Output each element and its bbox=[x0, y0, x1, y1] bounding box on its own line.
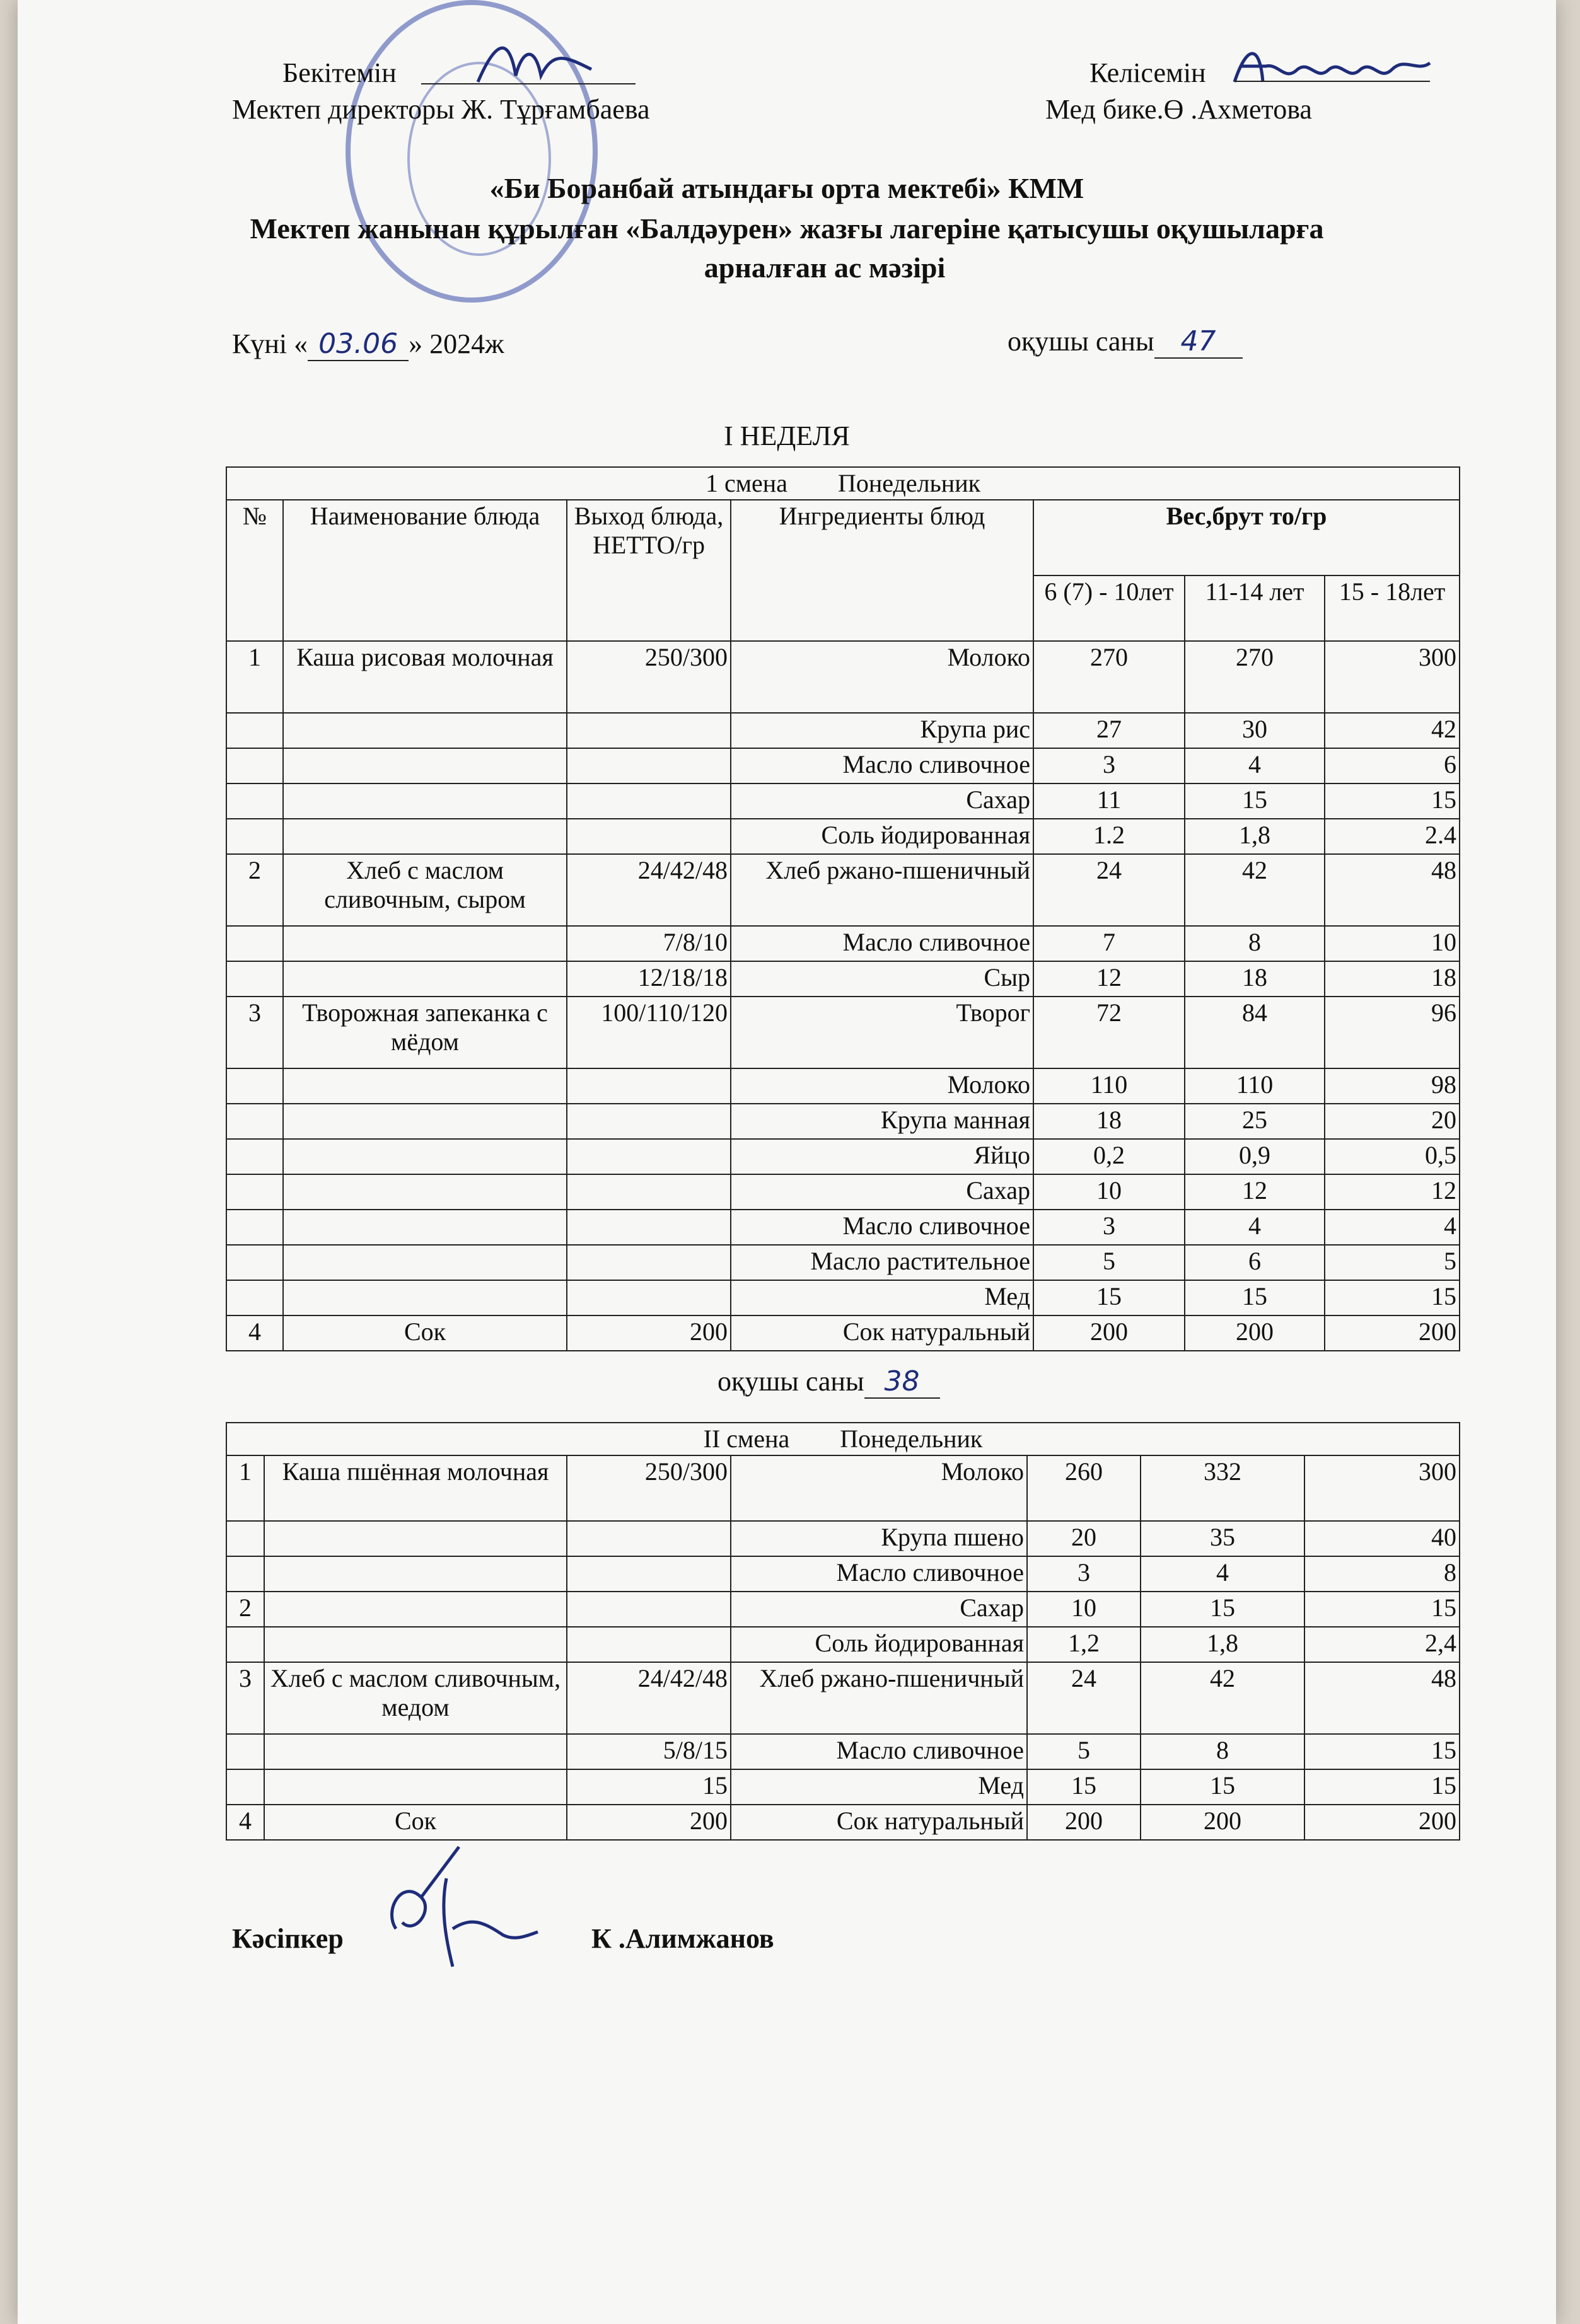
ingredient: Сахар bbox=[731, 1174, 1033, 1210]
weight-age-6-10: 24 bbox=[1027, 1662, 1141, 1734]
weight-age-15-18: 8 bbox=[1304, 1556, 1460, 1592]
weight-age-11-14: 6 bbox=[1185, 1245, 1325, 1280]
weight-age-11-14: 15 bbox=[1141, 1769, 1304, 1805]
weight-age-11-14: 110 bbox=[1185, 1068, 1325, 1104]
weight-age-6-10: 1.2 bbox=[1033, 819, 1185, 854]
weight-age-15-18: 15 bbox=[1304, 1734, 1460, 1769]
date-suffix: » 2024ж bbox=[409, 328, 504, 359]
shift1-menu-table bbox=[226, 466, 1460, 1351]
weight-age-15-18: 12 bbox=[1325, 1174, 1460, 1210]
table-row bbox=[226, 748, 1460, 783]
row-num bbox=[226, 1280, 283, 1315]
ingredient: Яйцо bbox=[731, 1139, 1033, 1174]
weight-age-11-14: 8 bbox=[1141, 1734, 1304, 1769]
dish-yield: 15 bbox=[567, 1769, 731, 1805]
table-row bbox=[226, 854, 1460, 926]
weight-age-11-14: 4 bbox=[1185, 748, 1325, 783]
agree-role: Мед бике.Ө .Ахметова bbox=[1045, 94, 1312, 125]
dish-name bbox=[283, 1210, 567, 1245]
table-row bbox=[226, 1210, 1460, 1245]
ingredient: Сок натуральный bbox=[731, 1315, 1033, 1351]
weight-age-15-18: 300 bbox=[1325, 641, 1460, 713]
weight-age-6-10: 10 bbox=[1033, 1174, 1185, 1210]
dish-yield bbox=[567, 1210, 731, 1245]
shift1-caption bbox=[226, 467, 1460, 500]
weight-age-6-10: 20 bbox=[1027, 1521, 1141, 1556]
ingredient: Крупа рис bbox=[731, 713, 1033, 748]
table-row bbox=[226, 783, 1460, 819]
dish-yield bbox=[567, 713, 731, 748]
dish-yield: 200 bbox=[567, 1805, 731, 1840]
dish-name bbox=[264, 1592, 567, 1627]
weight-age-15-18: 42 bbox=[1325, 713, 1460, 748]
week-label: I НЕДЕЛЯ bbox=[724, 420, 850, 451]
dish-name bbox=[264, 1556, 567, 1592]
students-count-line-2 bbox=[717, 1365, 940, 1399]
weight-age-15-18: 15 bbox=[1304, 1592, 1460, 1627]
footer-role: Кәсіпкер bbox=[232, 1923, 344, 1954]
weight-age-15-18: 96 bbox=[1325, 997, 1460, 1068]
weight-age-6-10: 10 bbox=[1027, 1592, 1141, 1627]
document-page bbox=[18, 0, 1556, 2324]
table-row bbox=[226, 1769, 1460, 1805]
dish-yield: 5/8/15 bbox=[567, 1734, 731, 1769]
dish-name: Хлеб с маслом сливочным, сыром bbox=[283, 854, 567, 926]
dish-name bbox=[264, 1734, 567, 1769]
dish-yield bbox=[567, 748, 731, 783]
weight-age-15-18: 2,4 bbox=[1304, 1627, 1460, 1662]
ingredient: Молоко bbox=[731, 1068, 1033, 1104]
dish-yield: 250/300 bbox=[567, 641, 731, 713]
table-row bbox=[226, 1627, 1460, 1662]
weight-age-15-18: 48 bbox=[1304, 1662, 1460, 1734]
weight-age-15-18: 200 bbox=[1304, 1805, 1460, 1840]
table-row bbox=[226, 1139, 1460, 1174]
weight-age-11-14: 25 bbox=[1185, 1104, 1325, 1139]
row-num: 3 bbox=[226, 1662, 264, 1734]
weight-age-6-10: 5 bbox=[1033, 1245, 1185, 1280]
weight-age-6-10: 3 bbox=[1033, 748, 1185, 783]
dish-yield bbox=[567, 1627, 731, 1662]
ingredient: Масло растительное bbox=[731, 1245, 1033, 1280]
weight-age-6-10: 5 bbox=[1027, 1734, 1141, 1769]
dish-yield: 100/110/120 bbox=[567, 997, 731, 1068]
dish-name bbox=[283, 961, 567, 997]
shift2-caption-shift: II смена bbox=[703, 1425, 790, 1453]
weight-age-11-14: 1,8 bbox=[1141, 1627, 1304, 1662]
table-row bbox=[226, 1280, 1460, 1315]
dish-name bbox=[264, 1769, 567, 1805]
table-row bbox=[226, 1521, 1460, 1556]
dish-name: Хлеб с маслом сливочным, медом bbox=[264, 1662, 567, 1734]
table-row bbox=[226, 997, 1460, 1068]
dish-name bbox=[264, 1521, 567, 1556]
weight-age-15-18: 15 bbox=[1325, 783, 1460, 819]
row-num bbox=[226, 1245, 283, 1280]
row-num bbox=[226, 1627, 264, 1662]
dish-yield: 200 bbox=[567, 1315, 731, 1351]
table-row bbox=[226, 1556, 1460, 1592]
table-row bbox=[226, 1315, 1460, 1351]
weight-age-11-14: 15 bbox=[1185, 783, 1325, 819]
ingredient: Молоко bbox=[731, 641, 1033, 713]
weight-age-11-14: 42 bbox=[1185, 854, 1325, 926]
weight-age-15-18: 4 bbox=[1325, 1210, 1460, 1245]
table-row bbox=[226, 641, 1460, 713]
dish-yield bbox=[567, 1245, 731, 1280]
dish-name bbox=[283, 713, 567, 748]
weight-age-11-14: 4 bbox=[1185, 1210, 1325, 1245]
weight-age-15-18: 15 bbox=[1325, 1280, 1460, 1315]
shift2-caption-day: Понедельник bbox=[840, 1425, 983, 1453]
weight-age-15-18: 10 bbox=[1325, 926, 1460, 961]
dish-name bbox=[283, 1245, 567, 1280]
weight-age-6-10: 3 bbox=[1033, 1210, 1185, 1245]
row-num bbox=[226, 1068, 283, 1104]
approve-role: Мектеп директоры Ж. Тұрғамбаева bbox=[232, 94, 650, 125]
weight-age-6-10: 200 bbox=[1027, 1805, 1141, 1840]
date-value: 03.06 bbox=[308, 328, 409, 361]
ingredient: Молоко bbox=[731, 1455, 1027, 1521]
menu-title-line2: арналған ас мәзірі bbox=[704, 251, 946, 284]
ingredient: Масло сливочное bbox=[731, 1210, 1033, 1245]
ingredient: Сахар bbox=[731, 1592, 1027, 1627]
ingredient: Масло сливочное bbox=[731, 1556, 1027, 1592]
weight-age-6-10: 15 bbox=[1027, 1769, 1141, 1805]
ingredient: Соль йодированная bbox=[731, 1627, 1027, 1662]
weight-age-11-14: 30 bbox=[1185, 713, 1325, 748]
ingredient: Сахар bbox=[731, 783, 1033, 819]
agree-label: Келісемін bbox=[1089, 57, 1206, 88]
ingredient: Творог bbox=[731, 997, 1033, 1068]
dish-name bbox=[283, 748, 567, 783]
weight-age-6-10: 110 bbox=[1033, 1068, 1185, 1104]
dish-yield: 250/300 bbox=[567, 1455, 731, 1521]
table-row bbox=[226, 961, 1460, 997]
students-value: 47 bbox=[1154, 325, 1243, 359]
dish-name bbox=[283, 926, 567, 961]
dish-yield bbox=[567, 1521, 731, 1556]
footer-name: К .Алимжанов bbox=[591, 1923, 774, 1954]
weight-age-6-10: 1,2 bbox=[1027, 1627, 1141, 1662]
header-age-11-14: 11-14 лет bbox=[1185, 575, 1325, 641]
weight-age-11-14: 1,8 bbox=[1185, 819, 1325, 854]
weight-age-11-14: 0,9 bbox=[1185, 1139, 1325, 1174]
row-num bbox=[226, 1769, 264, 1805]
ingredient: Мед bbox=[731, 1769, 1027, 1805]
header-age-6-10: 6 (7) - 10лет bbox=[1033, 575, 1185, 641]
ingredient: Масло сливочное bbox=[731, 926, 1033, 961]
ingredient: Соль йодированная bbox=[731, 819, 1033, 854]
weight-age-15-18: 0,5 bbox=[1325, 1139, 1460, 1174]
weight-age-11-14: 12 bbox=[1185, 1174, 1325, 1210]
weight-age-6-10: 260 bbox=[1027, 1455, 1141, 1521]
ingredient: Хлеб ржано-пшеничный bbox=[731, 854, 1033, 926]
table-row bbox=[226, 713, 1460, 748]
weight-age-11-14: 200 bbox=[1185, 1315, 1325, 1351]
table-row bbox=[226, 1174, 1460, 1210]
header-ingredients: Ингредиенты блюд bbox=[731, 500, 1033, 641]
weight-age-6-10: 27 bbox=[1033, 713, 1185, 748]
weight-age-6-10: 0,2 bbox=[1033, 1139, 1185, 1174]
ingredient: Сыр bbox=[731, 961, 1033, 997]
ingredient: Крупа пшено bbox=[731, 1521, 1027, 1556]
weight-age-6-10: 11 bbox=[1033, 783, 1185, 819]
dish-yield: 7/8/10 bbox=[567, 926, 731, 961]
header-dish-name: Наименование блюда bbox=[283, 500, 567, 641]
weight-age-6-10: 200 bbox=[1033, 1315, 1185, 1351]
weight-age-6-10: 15 bbox=[1033, 1280, 1185, 1315]
table-row bbox=[226, 819, 1460, 854]
weight-age-6-10: 24 bbox=[1033, 854, 1185, 926]
weight-age-6-10: 7 bbox=[1033, 926, 1185, 961]
weight-age-15-18: 200 bbox=[1325, 1315, 1460, 1351]
students-label: оқушы саны bbox=[1008, 326, 1154, 357]
weight-age-15-18: 5 bbox=[1325, 1245, 1460, 1280]
ingredient: Мед bbox=[731, 1280, 1033, 1315]
dish-yield: 12/18/18 bbox=[567, 961, 731, 997]
weight-age-6-10: 270 bbox=[1033, 641, 1185, 713]
weight-age-15-18: 2.4 bbox=[1325, 819, 1460, 854]
weight-age-15-18: 6 bbox=[1325, 748, 1460, 783]
table-row bbox=[226, 926, 1460, 961]
weight-age-11-14: 200 bbox=[1141, 1805, 1304, 1840]
weight-age-11-14: 35 bbox=[1141, 1521, 1304, 1556]
row-num: 2 bbox=[226, 854, 283, 926]
dish-name bbox=[283, 1068, 567, 1104]
row-num: 2 bbox=[226, 1592, 264, 1627]
table-row bbox=[226, 1805, 1460, 1840]
dish-yield bbox=[567, 1592, 731, 1627]
dish-name bbox=[283, 783, 567, 819]
menu-title-line1: Мектеп жанынан құрылған «Балдәурен» жазғы лагеріне қатысушы оқушыларға bbox=[250, 212, 1324, 245]
dish-yield: 24/42/48 bbox=[567, 1662, 731, 1734]
row-num: 4 bbox=[226, 1315, 283, 1351]
weight-age-15-18: 300 bbox=[1304, 1455, 1460, 1521]
weight-age-6-10: 72 bbox=[1033, 997, 1185, 1068]
weight-age-11-14: 4 bbox=[1141, 1556, 1304, 1592]
dish-name bbox=[283, 1174, 567, 1210]
dish-yield bbox=[567, 1280, 731, 1315]
row-num: 1 bbox=[226, 641, 283, 713]
weight-age-11-14: 15 bbox=[1185, 1280, 1325, 1315]
dish-yield bbox=[567, 1556, 731, 1592]
shift2-menu-table bbox=[226, 1422, 1460, 1841]
ingredient: Хлеб ржано-пшеничный bbox=[731, 1662, 1027, 1734]
shift2-caption bbox=[226, 1423, 1460, 1455]
dish-name bbox=[264, 1627, 567, 1662]
weight-age-15-18: 15 bbox=[1304, 1769, 1460, 1805]
dish-name: Сок bbox=[283, 1315, 567, 1351]
dish-yield bbox=[567, 819, 731, 854]
table-row bbox=[226, 1068, 1460, 1104]
header-yield: Выход блюда, НЕТТО/гр bbox=[567, 500, 731, 641]
weight-age-15-18: 20 bbox=[1325, 1104, 1460, 1139]
row-num bbox=[226, 713, 283, 748]
shift1-caption-shift: 1 смена bbox=[705, 469, 787, 497]
dish-name bbox=[283, 1104, 567, 1139]
weight-age-11-14: 8 bbox=[1185, 926, 1325, 961]
table-row bbox=[226, 1245, 1460, 1280]
dish-yield: 24/42/48 bbox=[567, 854, 731, 926]
row-num bbox=[226, 1174, 283, 1210]
table-row bbox=[226, 1455, 1460, 1521]
row-num: 4 bbox=[226, 1805, 264, 1840]
dish-name: Каша рисовая молочная bbox=[283, 641, 567, 713]
dish-yield bbox=[567, 1174, 731, 1210]
header-age-15-18: 15 - 18лет bbox=[1325, 575, 1460, 641]
shift1-caption-day: Понедельник bbox=[837, 469, 981, 497]
dish-yield bbox=[567, 1104, 731, 1139]
ingredient: Сок натуральный bbox=[731, 1805, 1027, 1840]
weight-age-15-18: 18 bbox=[1325, 961, 1460, 997]
weight-age-6-10: 12 bbox=[1033, 961, 1185, 997]
table-row bbox=[226, 1104, 1460, 1139]
dish-yield bbox=[567, 783, 731, 819]
row-num bbox=[226, 1210, 283, 1245]
dish-name bbox=[283, 1280, 567, 1315]
dish-name: Каша пшённая молочная bbox=[264, 1455, 567, 1521]
weight-age-11-14: 332 bbox=[1141, 1455, 1304, 1521]
row-num bbox=[226, 819, 283, 854]
approve-label: Бекітемін bbox=[282, 57, 397, 88]
row-num bbox=[226, 1556, 264, 1592]
students-count-line bbox=[1008, 325, 1243, 359]
row-num bbox=[226, 1104, 283, 1139]
weight-age-6-10: 18 bbox=[1033, 1104, 1185, 1139]
date-prefix: Күні « bbox=[232, 328, 308, 359]
agree-signature-line bbox=[1234, 81, 1430, 82]
ingredient: Масло сливочное bbox=[731, 1734, 1027, 1769]
school-name: «Би Боранбай атындағы орта мектебі» КММ bbox=[489, 172, 1084, 204]
director-signature bbox=[472, 25, 598, 95]
students2-value: 38 bbox=[864, 1365, 940, 1399]
row-num bbox=[226, 1521, 264, 1556]
row-num: 1 bbox=[226, 1455, 264, 1521]
dish-yield bbox=[567, 1139, 731, 1174]
row-num: 3 bbox=[226, 997, 283, 1068]
dish-name bbox=[283, 819, 567, 854]
dish-name bbox=[283, 1139, 567, 1174]
row-num bbox=[226, 748, 283, 783]
row-num bbox=[226, 1139, 283, 1174]
weight-age-11-14: 18 bbox=[1185, 961, 1325, 997]
weight-age-11-14: 84 bbox=[1185, 997, 1325, 1068]
weight-age-15-18: 48 bbox=[1325, 854, 1460, 926]
row-num bbox=[226, 783, 283, 819]
weight-age-11-14: 270 bbox=[1185, 641, 1325, 713]
date-line bbox=[232, 328, 504, 361]
weight-age-15-18: 40 bbox=[1304, 1521, 1460, 1556]
row-num bbox=[226, 1734, 264, 1769]
row-num bbox=[226, 926, 283, 961]
entrepreneur-signature bbox=[377, 1841, 541, 1973]
row-num bbox=[226, 961, 283, 997]
weight-age-6-10: 3 bbox=[1027, 1556, 1141, 1592]
weight-age-11-14: 42 bbox=[1141, 1662, 1304, 1734]
nurse-signature bbox=[1228, 38, 1436, 95]
ingredient: Крупа манная bbox=[731, 1104, 1033, 1139]
dish-name: Творожная запеканка с мёдом bbox=[283, 997, 567, 1068]
header-num: № bbox=[226, 500, 283, 641]
dish-name: Сок bbox=[264, 1805, 567, 1840]
weight-age-15-18: 98 bbox=[1325, 1068, 1460, 1104]
table-row bbox=[226, 1662, 1460, 1734]
dish-yield bbox=[567, 1068, 731, 1104]
students2-label: оқушы саны bbox=[717, 1366, 864, 1397]
ingredient: Масло сливочное bbox=[731, 748, 1033, 783]
table-row bbox=[226, 1734, 1460, 1769]
weight-age-11-14: 15 bbox=[1141, 1592, 1304, 1627]
table-row bbox=[226, 1592, 1460, 1627]
header-weight: Вес,брут то/гр bbox=[1033, 500, 1460, 575]
